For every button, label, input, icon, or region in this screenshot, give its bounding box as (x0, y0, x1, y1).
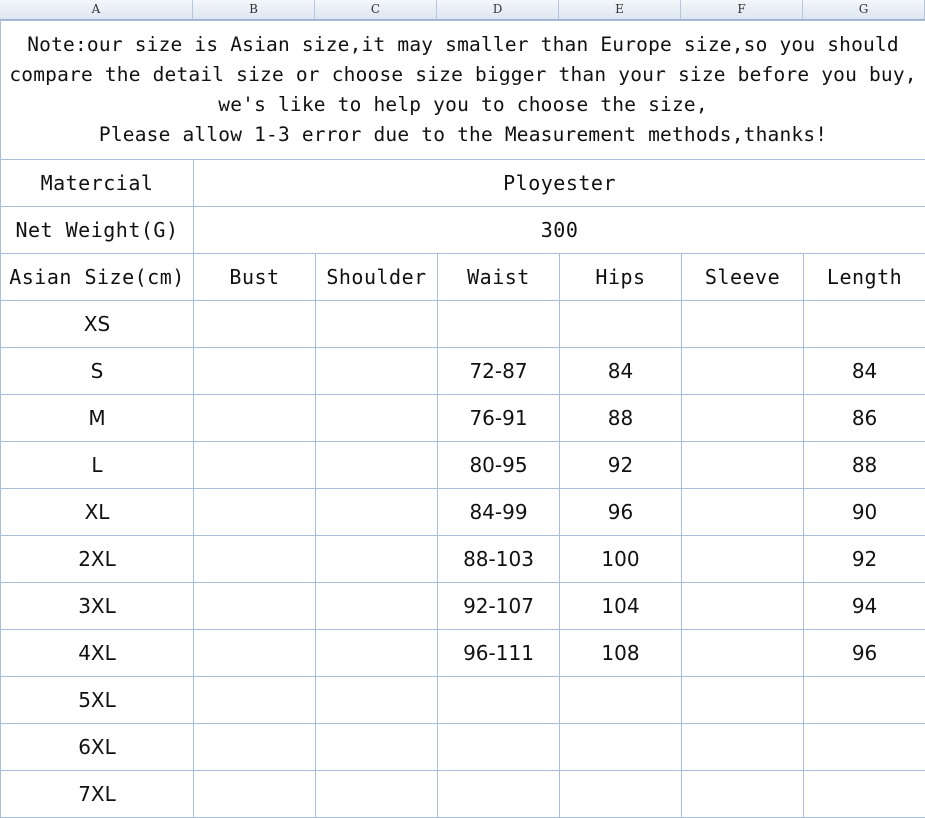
cell-waist[interactable] (438, 677, 560, 724)
table-row (1, 348, 925, 395)
cell-size[interactable]: 4XL (1, 630, 194, 677)
column-header-g[interactable]: G (803, 0, 925, 19)
column-header-d[interactable]: D (437, 0, 559, 19)
header-length[interactable]: Length (804, 254, 925, 301)
cell-shoulder[interactable] (316, 724, 438, 771)
column-header-a[interactable]: A (0, 0, 193, 19)
net-weight-label-cell[interactable]: Net Weight(G) (1, 207, 194, 254)
cell-length[interactable] (804, 677, 925, 724)
cell-size[interactable]: XL (1, 489, 194, 536)
cell-shoulder[interactable] (316, 442, 438, 489)
cell-waist[interactable]: 76-91 (438, 395, 560, 442)
header-asian-size[interactable]: Asian Size(cm) (1, 254, 194, 301)
cell-sleeve[interactable] (682, 395, 804, 442)
cell-hips[interactable]: 108 (560, 630, 682, 677)
cell-length[interactable]: 90 (804, 489, 925, 536)
cell-waist[interactable]: 84-99 (438, 489, 560, 536)
table-row (1, 677, 925, 724)
cell-shoulder[interactable] (316, 583, 438, 630)
header-sleeve[interactable]: Sleeve (682, 254, 804, 301)
cell-waist[interactable]: 92-107 (438, 583, 560, 630)
table-row (1, 395, 925, 442)
material-label-cell[interactable]: Matercial (1, 160, 194, 207)
header-waist[interactable]: Waist (438, 254, 560, 301)
cell-hips[interactable] (560, 677, 682, 724)
cell-hips[interactable]: 84 (560, 348, 682, 395)
cell-sleeve[interactable] (682, 771, 804, 818)
cell-bust[interactable] (194, 442, 316, 489)
cell-length[interactable]: 84 (804, 348, 925, 395)
note-line-2: compare the detail size or choose size bigger than your size before you buy, (1, 60, 925, 90)
cell-shoulder[interactable] (316, 630, 438, 677)
cell-length[interactable]: 94 (804, 583, 925, 630)
cell-sleeve[interactable] (682, 630, 804, 677)
table-row (1, 630, 925, 677)
cell-sleeve[interactable] (682, 442, 804, 489)
table-row (1, 583, 925, 630)
cell-length[interactable] (804, 771, 925, 818)
size-note-cell[interactable] (1, 21, 925, 160)
cell-sleeve[interactable] (682, 489, 804, 536)
cell-waist[interactable] (438, 724, 560, 771)
header-hips[interactable]: Hips (560, 254, 682, 301)
note-line-4: Please allow 1-3 error due to the Measurement methods,thanks! (1, 120, 925, 150)
cell-size[interactable]: 7XL (1, 771, 194, 818)
table-row (1, 724, 925, 771)
cell-bust[interactable] (194, 348, 316, 395)
cell-size[interactable]: L (1, 442, 194, 489)
note-line-1: Note:our size is Asian size,it may smaller than Europe size,so you should (1, 30, 925, 60)
cell-bust[interactable] (194, 630, 316, 677)
material-value-cell[interactable]: Ployester (194, 160, 925, 207)
cell-hips[interactable]: 92 (560, 442, 682, 489)
table-row (1, 301, 925, 348)
table-row (1, 536, 925, 583)
cell-size[interactable]: 3XL (1, 583, 194, 630)
cell-length[interactable]: 96 (804, 630, 925, 677)
cell-hips[interactable] (560, 771, 682, 818)
cell-size[interactable]: XS (1, 301, 194, 348)
cell-bust[interactable] (194, 724, 316, 771)
cell-shoulder[interactable] (316, 536, 438, 583)
table-row (1, 771, 925, 818)
cell-shoulder[interactable] (316, 301, 438, 348)
cell-length[interactable]: 86 (804, 395, 925, 442)
cell-sleeve[interactable] (682, 536, 804, 583)
cell-bust[interactable] (194, 489, 316, 536)
cell-sleeve[interactable] (682, 724, 804, 771)
cell-size[interactable]: 2XL (1, 536, 194, 583)
cell-hips[interactable] (560, 301, 682, 348)
cell-shoulder[interactable] (316, 489, 438, 536)
note-line-3: we's like to help you to choose the size, (1, 90, 925, 120)
column-header-f[interactable]: F (681, 0, 803, 19)
cell-bust[interactable] (194, 677, 316, 724)
cell-waist[interactable]: 96-111 (438, 630, 560, 677)
cell-sleeve[interactable] (682, 583, 804, 630)
net-weight-value-cell[interactable]: 300 (194, 207, 925, 254)
table-row (1, 442, 925, 489)
cell-length[interactable]: 92 (804, 536, 925, 583)
cell-size[interactable]: S (1, 348, 194, 395)
column-header-b[interactable]: B (193, 0, 315, 19)
column-header-e[interactable]: E (559, 0, 681, 19)
column-header-bar (0, 0, 925, 20)
cell-sleeve[interactable] (682, 677, 804, 724)
cell-length[interactable]: 88 (804, 442, 925, 489)
cell-bust[interactable] (194, 301, 316, 348)
cell-hips[interactable]: 104 (560, 583, 682, 630)
size-chart-table (0, 20, 925, 818)
column-header-c[interactable]: C (315, 0, 437, 19)
cell-hips[interactable]: 88 (560, 395, 682, 442)
cell-hips[interactable] (560, 724, 682, 771)
cell-waist[interactable]: 72-87 (438, 348, 560, 395)
cell-shoulder[interactable] (316, 395, 438, 442)
size-header-row (1, 254, 925, 301)
cell-length[interactable] (804, 301, 925, 348)
header-shoulder[interactable]: Shoulder (316, 254, 438, 301)
cell-waist[interactable] (438, 771, 560, 818)
cell-size[interactable]: 6XL (1, 724, 194, 771)
cell-size[interactable]: 5XL (1, 677, 194, 724)
cell-sleeve[interactable] (682, 301, 804, 348)
cell-bust[interactable] (194, 536, 316, 583)
table-row (1, 489, 925, 536)
cell-shoulder[interactable] (316, 771, 438, 818)
cell-sleeve[interactable] (682, 348, 804, 395)
cell-bust[interactable] (194, 395, 316, 442)
cell-waist[interactable]: 88-103 (438, 536, 560, 583)
cell-shoulder[interactable] (316, 348, 438, 395)
header-bust[interactable]: Bust (194, 254, 316, 301)
cell-hips[interactable]: 100 (560, 536, 682, 583)
cell-waist[interactable] (438, 301, 560, 348)
cell-hips[interactable]: 96 (560, 489, 682, 536)
cell-bust[interactable] (194, 583, 316, 630)
size-rows (1, 301, 925, 818)
cell-waist[interactable]: 80-95 (438, 442, 560, 489)
cell-size[interactable]: M (1, 395, 194, 442)
cell-length[interactable] (804, 724, 925, 771)
cell-bust[interactable] (194, 771, 316, 818)
cell-shoulder[interactable] (316, 677, 438, 724)
